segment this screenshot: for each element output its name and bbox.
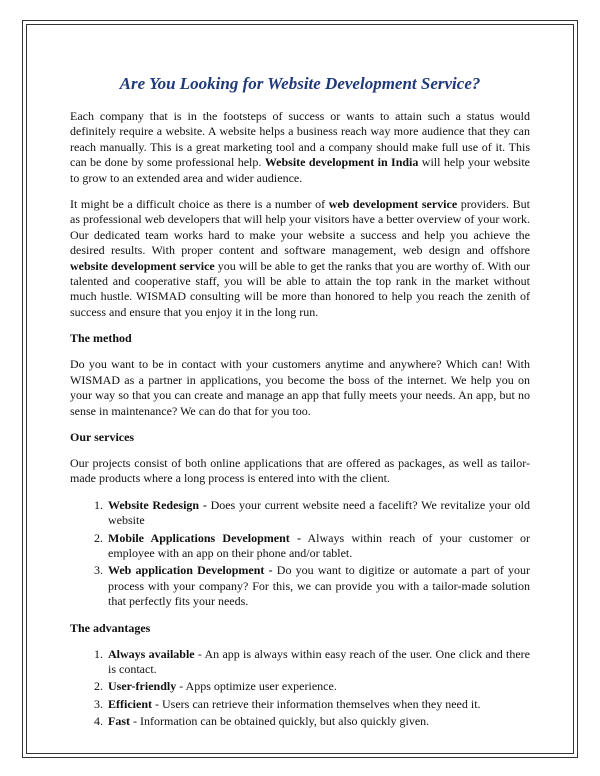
services-paragraph: Our projects consist of both online applications that are offered as packages, as well as tailor-made products where a long process is entered into with the client. [70,455,530,486]
keyword-website-development-service: website development service [70,258,215,273]
intro-paragraph-2: It might be a difficult choice as there is a number of web development service providers. But as professional web developers that will help your visitors have a better overview of your work. Our dedicated team works hard to make your website a success and help you achieve the desired results. With proper content and software management, web design and offshore website development service you will be able to get the ranks that you are worthy of. With our talented and cooperative staff, you will be able to attain the top rank in the market without much hustle. WISMAD consulting will be more than honored to help you reach the zenith of success and ensure that you enjoy it in the long run. [70,197,530,319]
list-item: 2. Mobile Applications Development - Always within reach of your customer or employee with an app on their phone and/or tablet. [106,531,530,562]
method-heading: The method [70,331,132,346]
list-item: 2. User-friendly - Apps optimize user experience. [106,679,530,694]
keyword-website-development-india: Website development in India [264,155,419,170]
document-content [70,74,530,741]
list-item: 1. Always available - An app is always within easy reach of the user. One click and there is contact. [106,647,530,678]
list-item: 4. Fast - Information can be obtained quickly, but also quickly given. [106,714,530,729]
document-title: Are You Looking for Website Development Service? [119,74,481,93]
list-item: 3. Efficient - Users can retrieve their information themselves when they need it. [106,697,530,712]
services-list [70,498,530,610]
method-paragraph: Do you want to be in contact with your customers anytime and anywhere? Which can! With WISMAD as a partner in applications, you become the boss of the internet. We help you on your way so that you can create and manage an app that fully meets your needs. An app, but no sense in maintenance? We can do that for you too. [70,357,530,418]
intro-paragraph-1: Each company that is in the footsteps of success or wants to attain such a status would definitely require a website. A website helps a business reach way more audience that they can reach manually. This is a great marketing tool and a company should make full use of it. This can be done by some professional help. Website development in India will help your website to grow to an extended area and wider audience. [70,109,531,185]
keyword-web-development-service: web development service [328,197,458,212]
list-item: 1. Website Redesign - Does your current website need a facelift? We revitalize your old website [106,498,530,529]
list-item: 3. Web application Development - Do you want to digitize or automate a part of your process with your company? For this, we can provide you with a tailor-made solution that perfectly fits your needs. [106,563,530,609]
advantages-list [70,647,530,730]
advantages-heading: The advantages [70,620,151,635]
services-heading: Our services [70,429,135,444]
